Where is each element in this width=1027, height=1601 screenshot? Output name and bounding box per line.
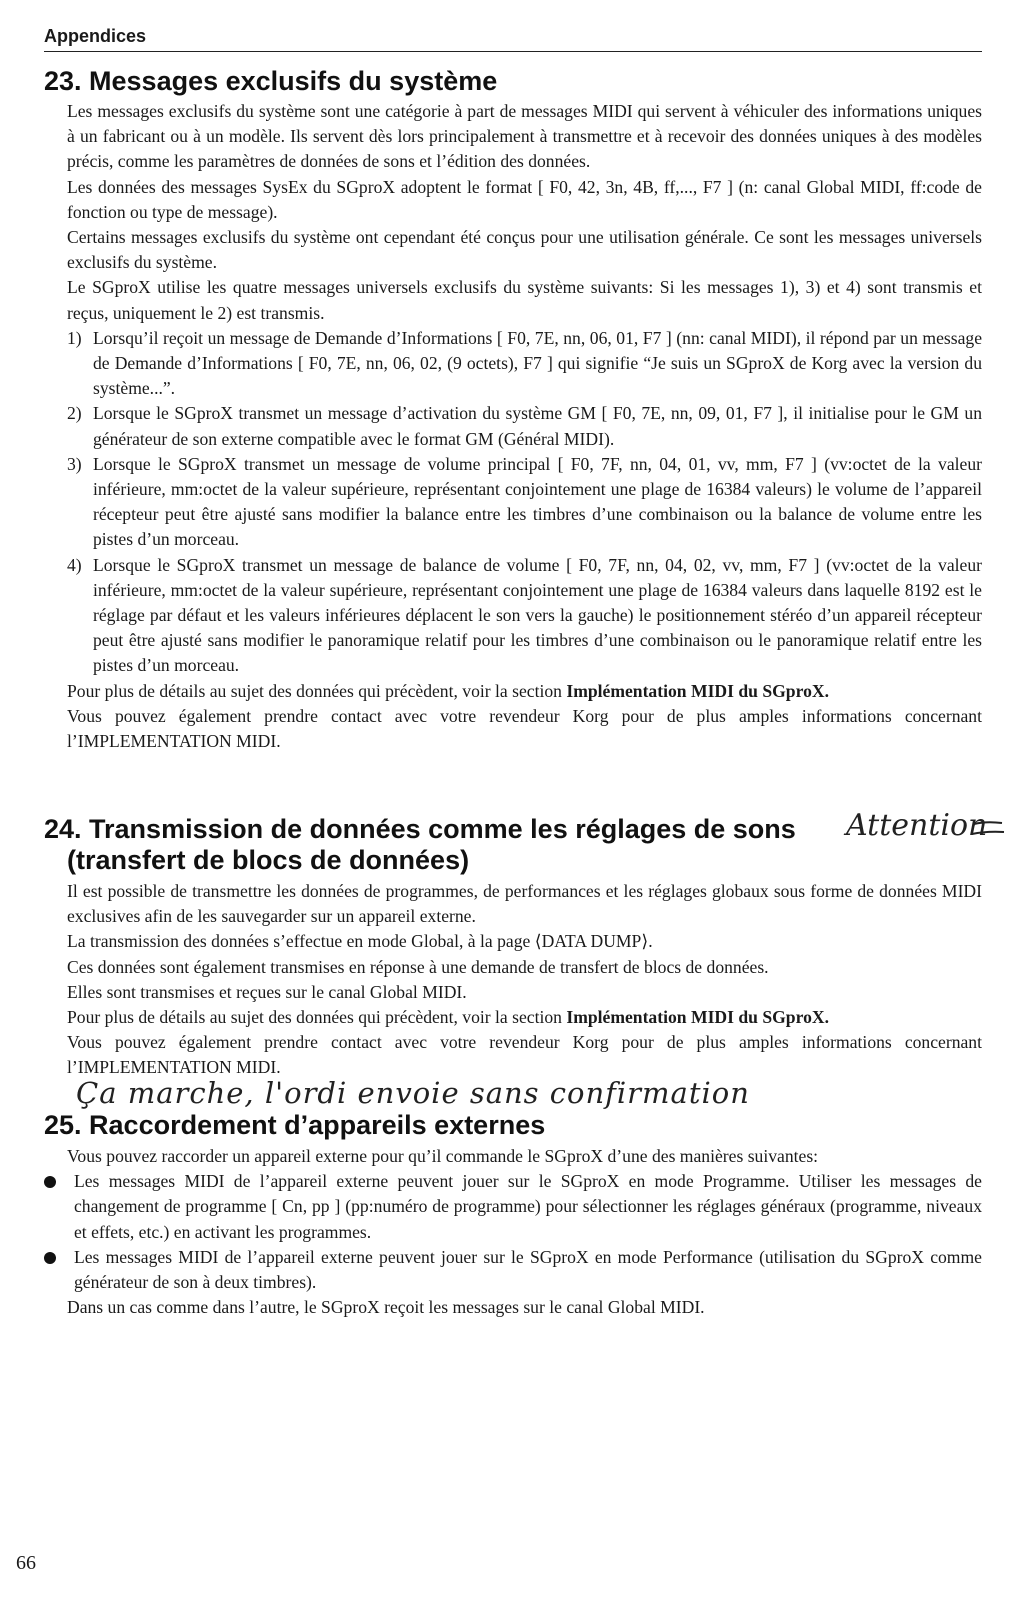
section-24-body: [67, 879, 982, 1081]
paragraph: Vous pouvez également prendre contact avec votre revendeur Korg pour de plus amples informations concernant l’IMPLEMENTATION MIDI.: [67, 1032, 982, 1078]
list-item-number: 1): [67, 327, 82, 348]
paragraph: Dans un cas comme dans l’autre, le SGproX reçoit les messages sur le canal Global MIDI.: [67, 1297, 705, 1318]
list-item-text: Lorsque le SGproX transmet un message d’activation du système GM [ F0, 7E, nn, 09, 01, F7 ], il initialise pour le GM un générateur de son externe compatible avec le format GM (Général MIDI).: [93, 403, 982, 449]
section-25: [44, 1110, 982, 1320]
paragraph: Vous pouvez raccorder un appareil externe pour qu’il commande le SGproX d’une des manières suivantes:: [67, 1146, 819, 1166]
list-item-number: 2): [67, 403, 82, 424]
section-25-body: [67, 1144, 982, 1320]
section-23: [44, 66, 982, 754]
paragraph: Il est possible de transmettre les données de programmes, de performances et les réglages globaux sous forme de données MIDI exclusives afin de les sauvegarder sur un appareil externe.: [67, 881, 982, 927]
bullet-text: Les messages MIDI de l’appareil externe peuvent jouer sur le SGproX en mode Programme. Utiliser les messages de changement de programme [ Cn, pp ] (pp:numéro de programme) pour sélectionner les réglages généraux (programme, niveaux et effets, etc.) en activant les programmes.: [74, 1171, 982, 1242]
list-item-number: 3): [67, 453, 82, 474]
page-number: 66: [16, 1552, 36, 1574]
paragraph: [67, 679, 982, 704]
paragraph: [67, 1005, 982, 1030]
paragraph: Les messages exclusifs du système sont une catégorie à part de messages MIDI qui servent à véhiculer des informations uniques à un fabricant ou à un modèle. Ils servent dès lors principalement à transmettre et à recevoir des données uniques à des modèles précis, comme les paramètres de données de sons et l’édition des données.: [67, 101, 982, 172]
section-25-title: 25. Raccordement d’appareils externes: [44, 1110, 546, 1140]
list-item-text: Lorsqu’il reçoit un message de Demande d’Informations [ F0, 7E, nn, 06, 01, F7 ] (nn: canal MIDI), il répond par un message de Demande d’Informations [ F0, 7E, nn, 06, 02, (9 octets), F7 ] qui signifie “Je suis un SGproX de Korg avec la version du système...”.: [93, 327, 982, 399]
paragraph: Le SGproX utilise les quatre messages universels exclusifs du système suivants: Si les messages 1), 3) et 4) sont transmis et reçus, uniquement le 2) est transmis.: [67, 277, 982, 323]
reference-bold: Implémentation MIDI du SGproX.: [566, 1007, 829, 1028]
list-item: [67, 326, 982, 402]
bullet-item: [44, 1245, 982, 1295]
list-item-text: Lorsque le SGproX transmet un message de volume principal [ F0, 7F, nn, 04, 01, vv, mm, F7 ] (vv:octet de la valeur inférieure, mm:octet de la valeur supérieure, représentant conjointement une plage de 16384 valeurs) le volume de l’appareil récepteur peut être ajusté sans modifier la balance entre les timbres d’une combinaison ou la balance de volume entre les pistes d’un morceau.: [93, 453, 982, 550]
list-item-number: 4): [67, 554, 82, 575]
paragraph: Certains messages exclusifs du système ont cependant été conçus pour une utilisation générale. Ce sont les messages universels exclusifs du système.: [67, 227, 982, 273]
handwritten-note-confirmation: Ça marche, l'ordi envoie sans confirmation: [76, 1076, 750, 1110]
list-item-text: Lorsque le SGproX transmet un message de balance de volume [ F0, 7F, nn, 04, 02, vv, mm, F7 ] (vv:octet de la valeur inférieure, mm:octet de la valeur supérieure, représentant conjointement une plage de 16384 valeurs dans laquelle 8192 est le réglage par défaut et les valeurs inférieures déplacent le son vers la gauche) le positionnement stéréo d’un appareil récepteur peut être ajusté sans modifier le panoramique relatif pour les timbres d’une combinaison ou le panoramique relatif entre les pistes d’un morceau.: [93, 554, 982, 676]
paragraph-text: Pour plus de détails au sujet des données qui précèdent, voir la section: [67, 680, 567, 701]
bullet-item: [44, 1169, 982, 1245]
section-24: [44, 814, 982, 1081]
paragraph: Elles sont transmises et reçues sur le canal Global MIDI.: [67, 981, 467, 1002]
bullet-icon: [44, 1169, 74, 1245]
list-item: [67, 401, 982, 451]
handwritten-note-attention: Attention: [846, 808, 988, 843]
paragraph: Les données des messages SysEx du SGproX adoptent le format [ F0, 42, 3n, 4B, ff,..., F7 ] (n: canal Global MIDI, ff:code de fonction ou type de message).: [67, 176, 982, 222]
section-24-title: [44, 814, 982, 876]
bullet-text: Les messages MIDI de l’appareil externe peuvent jouer sur le SGproX en mode Performance (utilisation du SGproX comme générateur de son à deux timbres).: [74, 1246, 982, 1293]
paragraph: La transmission des données s’effectue en mode Global, à la page ⟨DATA DUMP⟩.: [67, 931, 653, 952]
paragraph: Vous pouvez également prendre contact avec votre revendeur Korg pour de plus amples informations concernant l’IMPLEMENTATION MIDI.: [67, 705, 982, 752]
bullet-icon: [44, 1245, 74, 1295]
paragraph-text: Pour plus de détails au sujet des données qui précèdent, voir la section: [67, 1007, 567, 1028]
section-23-body: [67, 99, 982, 754]
section-23-title: 23. Messages exclusifs du système: [44, 66, 498, 96]
section-24-title-line1: 24. Transmission de données comme les réglages de sons: [44, 814, 796, 844]
paragraph: Ces données sont également transmises en réponse à une demande de transfert de blocs de données.: [67, 956, 769, 977]
list-item: [67, 553, 982, 679]
list-item: [67, 452, 982, 553]
handwritten-equals-mark: [968, 812, 1008, 848]
reference-bold: Implémentation MIDI du SGproX.: [566, 680, 829, 701]
running-header: Appendices: [44, 26, 982, 52]
section-24-title-line2: (transfert de blocs de données): [67, 845, 470, 875]
